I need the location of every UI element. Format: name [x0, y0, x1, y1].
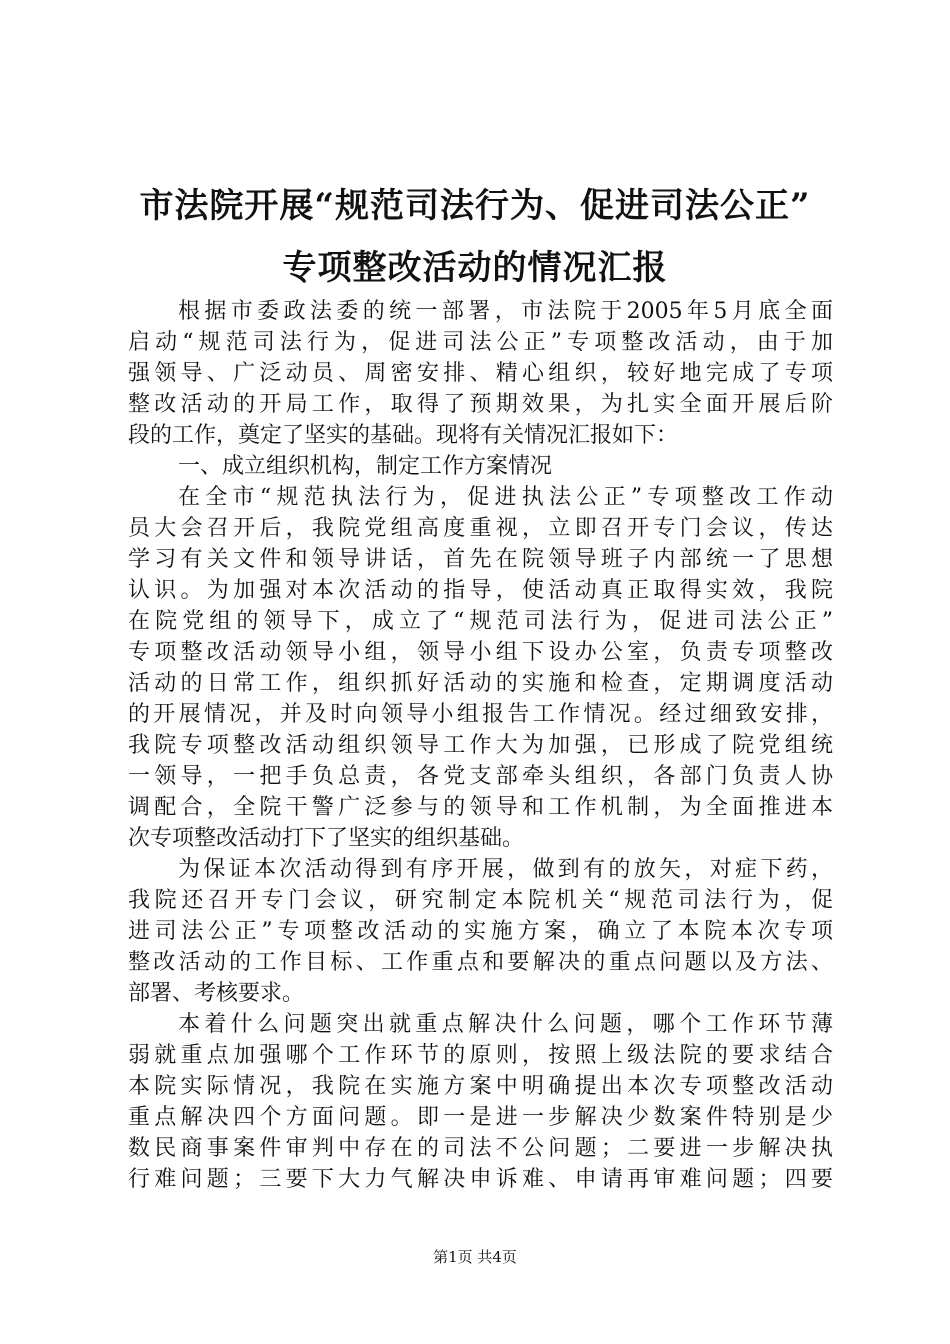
- section-heading: 一、成立组织机构，制定工作方案情况: [178, 454, 553, 479]
- body-line: 根据市委政法委的统一部署，市法院于2005年5月底全面: [178, 299, 833, 324]
- body-line: 部署、考核要求。: [128, 981, 305, 1006]
- body-line: 我院还召开专门会议，研究制定本院机关“规范司法行为，促: [128, 888, 833, 913]
- body-line: 活动的日常工作，组织抓好活动的实施和检查，定期调度活动: [128, 671, 833, 696]
- body-line: 一领导，一把手负总责，各党支部牵头组织，各部门负责人协: [128, 764, 833, 789]
- body-line: 为保证本次活动得到有序开展，做到有的放矢，对症下药，: [178, 857, 833, 882]
- body-line: 调配合，全院干警广泛参与的领导和工作机制，为全面推进本: [128, 795, 833, 820]
- document-body: [128, 296, 833, 1195]
- body-line: 员大会召开后，我院党组高度重视，立即召开专门会议，传达: [128, 516, 833, 541]
- body-line: 的开展情况，并及时向领导小组报告工作情况。经过细致安排，: [128, 702, 833, 727]
- body-line: 数民商事案件审判中存在的司法不公问题；二要进一步解决执: [128, 1136, 833, 1161]
- body-line: 整改活动的开局工作，取得了预期效果，为扎实全面开展后阶: [128, 392, 833, 417]
- body-line: 本着什么问题突出就重点解决什么问题，哪个工作环节薄: [178, 1012, 833, 1037]
- body-line: 段的工作，奠定了坚实的基础。现将有关情况汇报如下：: [128, 423, 679, 448]
- body-line: 本院实际情况，我院在实施方案中明确提出本次专项整改活动: [128, 1074, 833, 1099]
- body-line: 行难问题；三要下大力气解决申诉难、申请再审难问题；四要: [128, 1167, 833, 1192]
- body-line: 专项整改活动领导小组，领导小组下设办公室，负责专项整改: [128, 640, 833, 665]
- body-line: 重点解决四个方面问题。即一是进一步解决少数案件特别是少: [128, 1105, 833, 1130]
- body-line: 认识。为加强对本次活动的指导，使活动真正取得实效，我院: [128, 578, 833, 603]
- body-line: 弱就重点加强哪个工作环节的原则，按照上级法院的要求结合: [128, 1043, 833, 1068]
- body-line: 整改活动的工作目标、工作重点和要解决的重点问题以及方法、: [128, 950, 833, 975]
- body-line: 启动“规范司法行为，促进司法公正”专项整改活动，由于加: [128, 330, 833, 355]
- document-title-line-1: 市法院开展“规范司法行为、促进司法公正”: [139, 186, 811, 226]
- body-line: 在全市“规范执法行为，促进执法公正”专项整改工作动: [178, 485, 833, 510]
- body-line: 进司法公正”专项整改活动的实施方案，确立了本院本次专项: [128, 919, 833, 944]
- body-line: 次专项整改活动打下了坚实的组织基础。: [128, 826, 525, 851]
- body-line: 学习有关文件和领导讲话，首先在院领导班子内部统一了思想: [128, 547, 833, 572]
- page-number-footer: 第1页 共4页: [433, 1248, 517, 1266]
- body-line: 在院党组的领导下，成立了“规范司法行为，促进司法公正”: [128, 609, 833, 634]
- body-line: 我院专项整改活动组织领导工作大为加强，已形成了院党组统: [128, 733, 833, 758]
- document-title-line-2: 专项整改活动的情况汇报: [282, 248, 668, 288]
- body-line: 强领导、广泛动员、周密安排、精心组织，较好地完成了专项: [128, 361, 833, 386]
